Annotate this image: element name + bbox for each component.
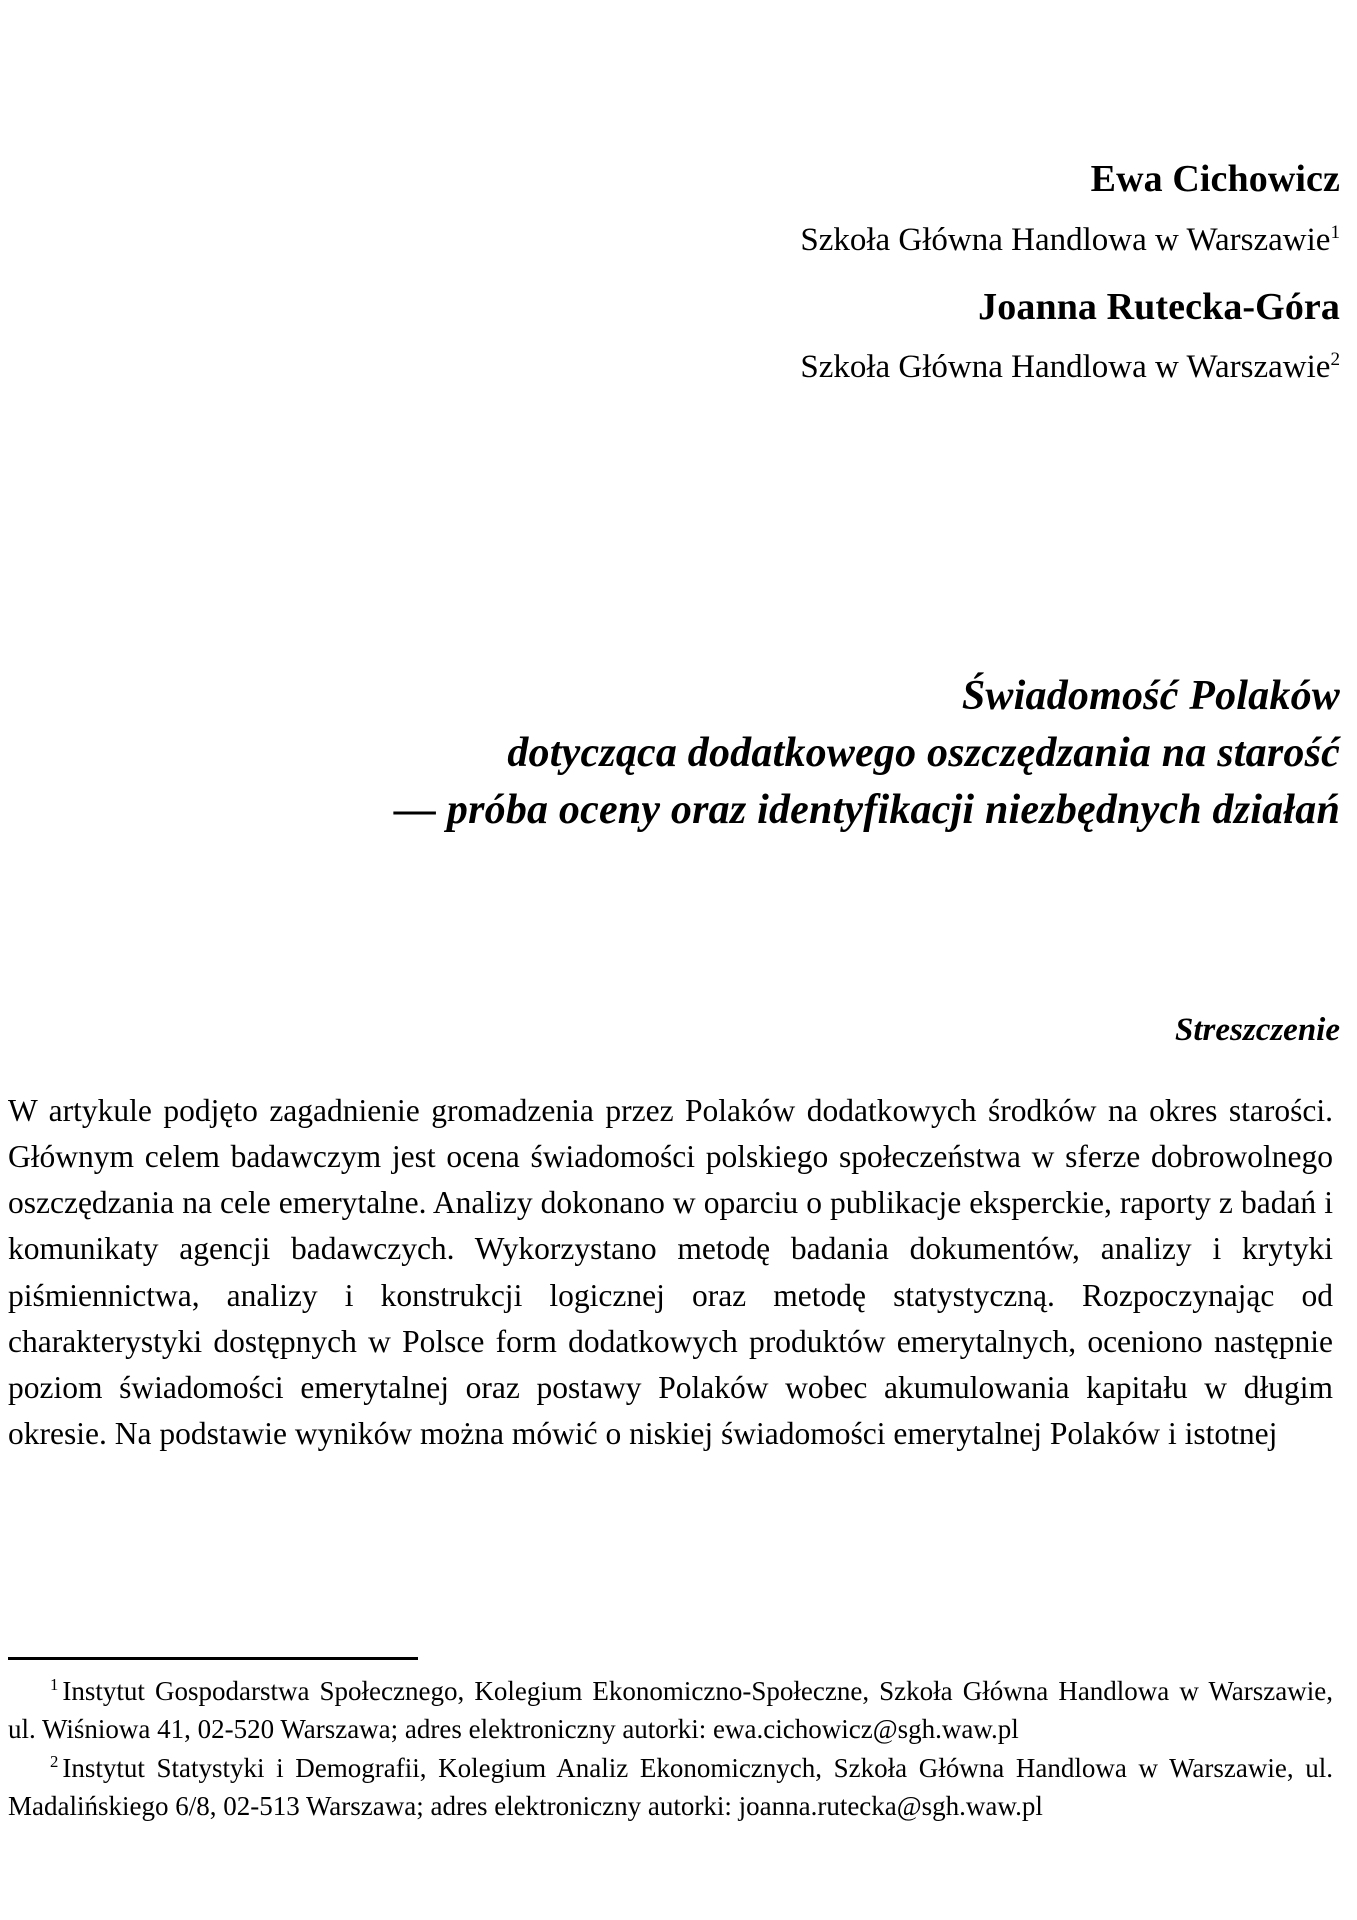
author-footnote-marker-2: 2 — [1330, 349, 1340, 371]
abstract-paragraph: W artykule podjęto zagadnienie gromadzenia przez Polaków dodatkowych środków na okres starości. Głównym celem badawczym jest ocena świadomości polskiego społeczeństwa w sferze dobrowolnego oszczędzania na cele emerytalne. Analizy dokonano w oparciu o publikacje eksperckie, raporty z badań i komunikaty agencji badawczych. Wykorzystano metodę badania dokumentów, analizy i krytyki piśmiennictwa, analizy i konstrukcji logicznej oraz metodę statystyczną. Rozpoczynając od charakterystyki dostępnych w Polsce form dodatkowych produktów emerytalnych, oceniono następnie poziom świadomości emerytalnej oraz postawy Polaków wobec akumulowania kapitału w długim okresie. Na podstawie wyników można mówić o niskiej świadomości emerytalnej Polaków i istotnej — [8, 1093, 1333, 1451]
author-affiliation-1-text: Szkoła Główna Handlowa w Warszawie — [800, 221, 1331, 258]
author-name-2: Joanna Rutecka-Góra — [978, 285, 1340, 328]
page-title — [0, 668, 1340, 839]
author-footnote-marker-1: 1 — [1330, 221, 1340, 243]
author-name-1: Ewa Cichowicz — [1090, 158, 1340, 200]
author-block — [0, 158, 1340, 387]
footnote-block — [8, 1672, 1333, 1825]
footnote-1-marker: 1 — [50, 1675, 59, 1694]
abstract-heading: Streszczenie — [1175, 1012, 1340, 1048]
footnote-1-text: Instytut Gospodarstwa Społecznego, Kolegium Ekonomiczno-Społeczne, Szkoła Główna Handlowa w Warszawie, ul. Wiśniowa 41, 02-520 Warszawa; adres elektroniczny autorki: ewa.cichowicz@sgh.waw.pl — [8, 1676, 1333, 1745]
author-affiliation-1 — [0, 202, 1340, 260]
footnote-1 — [8, 1672, 1333, 1749]
author-affiliation-2 — [0, 329, 1340, 387]
title-line-3: — próba oceny oraz identyfikacji niezbędnych działań — [393, 787, 1340, 834]
title-line-1: Świadomość Polaków — [961, 673, 1340, 720]
footnote-2-marker: 2 — [50, 1751, 59, 1771]
footnote-separator-rule — [8, 1657, 418, 1660]
author-affiliation-2-text: Szkoła Główna Handlowa w Warszawie — [800, 349, 1331, 386]
title-line-2: dotycząca dodatkowego oszczędzania na starość — [507, 730, 1340, 777]
footnote-2 — [8, 1749, 1333, 1826]
abstract-body — [8, 1088, 1333, 1457]
footnote-2-text: Instytut Statystyki i Demografii, Kolegium Analiz Ekonomicznych, Szkoła Główna Handlowa w Warszawie, ul. Madalińskiego 6/8, 02-513 Warszawa; adres elektroniczny autorki: joanna.rutecka@sgh.waw.pl — [8, 1752, 1333, 1821]
